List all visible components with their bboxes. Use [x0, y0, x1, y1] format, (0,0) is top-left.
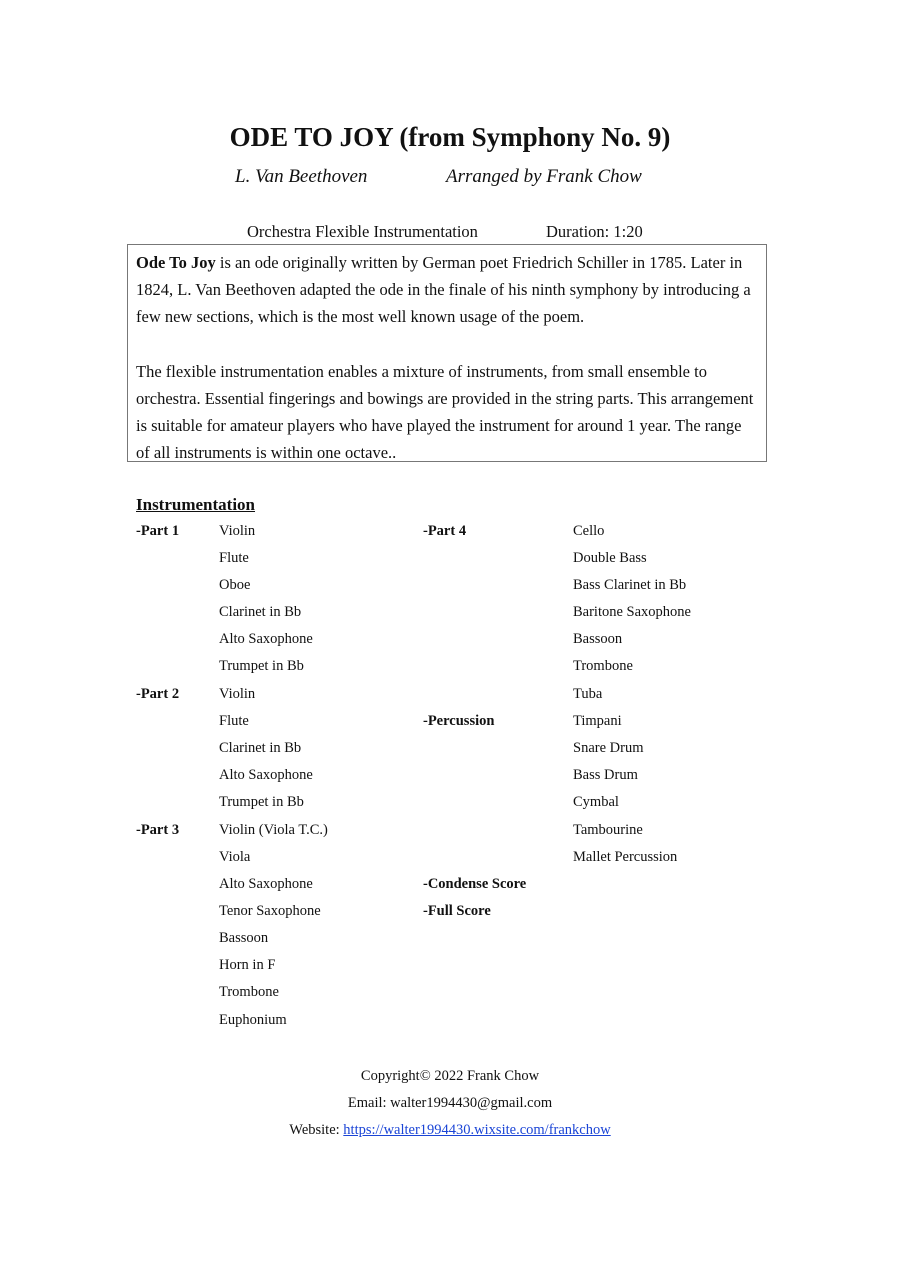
instrument-item: Alto Saxophone	[219, 876, 313, 892]
instrument-item: Violin	[219, 686, 256, 702]
instrument-item: Clarinet in Bb	[219, 740, 302, 756]
description-box	[127, 244, 767, 462]
description-paragraph-1	[136, 249, 758, 331]
instrument-item: Timpani	[573, 713, 622, 729]
instrument-item: Violin (Viola T.C.)	[219, 822, 328, 838]
instrument-item: Double Bass	[573, 550, 647, 566]
instrument-item: Bassoon	[219, 930, 269, 946]
group-label-part-2: -Part 2	[136, 686, 180, 702]
instrument-item: Alto Saxophone	[219, 631, 313, 647]
instrument-item: Mallet Percussion	[573, 849, 678, 865]
instrumentation-heading: Instrumentation	[136, 495, 256, 514]
instrument-item: Trombone	[219, 984, 279, 1000]
website-label: Website:	[289, 1122, 344, 1138]
instrumentation-type: Orchestra Flexible Instrumentation	[247, 222, 478, 241]
instrument-item: Trumpet in Bb	[219, 794, 304, 810]
instrument-item: Trumpet in Bb	[219, 658, 304, 674]
copyright: Copyright© 2022 Frank Chow	[360, 1068, 540, 1084]
description-paragraph-2: The flexible instrumentation enables a mixture of instruments, from small ensemble to orchestra. Essential fingerings and bowings are provided in the string parts. This arrangement is suitable for amateur players who have played the instrument for around 1 year. The range of all instruments is within one octave..	[136, 361, 754, 463]
instrument-item: Viola	[219, 849, 251, 865]
arranger: Arranged by Frank Chow	[446, 166, 642, 187]
instrument-item: Tenor Saxophone	[219, 903, 321, 919]
instrument-item: Baritone Saxophone	[573, 604, 691, 620]
instrument-item: Alto Saxophone	[219, 767, 313, 783]
description-paragraph-1-text: is an ode originally written by German poet Friedrich Schiller in 1785. Later in 1824, L. Van Beethoven adapted the ode in the finale of his ninth symphony by introducing a few new sections, which is the most well known usage of the poem.	[136, 253, 751, 327]
group-label-part-1: -Part 1	[136, 523, 180, 539]
duration: Duration: 1:20	[546, 222, 643, 241]
instrument-item: Bass Clarinet in Bb	[573, 577, 687, 593]
instrument-item: Snare Drum	[573, 740, 644, 756]
instrument-item: Horn in F	[219, 957, 276, 973]
instrument-item: Violin	[219, 523, 256, 539]
instrument-item: Tambourine	[573, 822, 643, 838]
instrument-item: Bassoon	[573, 631, 623, 647]
instrument-item: Euphonium	[219, 1012, 287, 1028]
instrument-item: Flute	[219, 550, 249, 566]
group-label-percussion: -Percussion	[423, 713, 495, 729]
description-bold-lead: Ode To Joy	[136, 253, 216, 272]
group-label-part-4: -Part 4	[423, 523, 467, 539]
instrument-item: Trombone	[573, 658, 633, 674]
email: Email: walter1994430@gmail.com	[347, 1095, 553, 1111]
group-label-full-score: -Full Score	[423, 903, 491, 919]
instrument-item: Oboe	[219, 577, 251, 593]
group-label-part-3: -Part 3	[136, 822, 180, 838]
website-line	[0, 1122, 900, 1139]
instrument-item: Tuba	[573, 686, 603, 702]
instrument-item: Bass Drum	[573, 767, 638, 783]
group-label-condense-score: -Condense Score	[423, 876, 527, 892]
instrument-item: Cymbal	[573, 794, 619, 810]
instrument-item: Clarinet in Bb	[219, 604, 302, 620]
composer: L. Van Beethoven	[235, 166, 368, 187]
instrument-item: Flute	[219, 713, 249, 729]
instrument-item: Cello	[573, 523, 605, 539]
page-title: ODE TO JOY (from Symphony No. 9)	[229, 122, 671, 152]
website-link[interactable]: https://walter1994430.wixsite.com/frankchow	[343, 1122, 611, 1138]
